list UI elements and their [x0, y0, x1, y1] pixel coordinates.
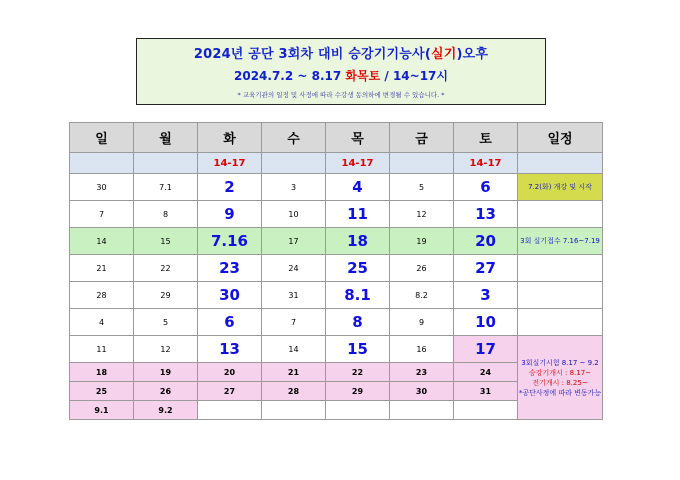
- class-day-cell-last: 17: [454, 336, 518, 363]
- schedule-note-start: 7.2(화) 개강 및 시작: [518, 174, 603, 201]
- day-cell: 10: [262, 201, 326, 228]
- day-cell: 19: [390, 228, 454, 255]
- schedule-empty: [518, 201, 603, 228]
- day-cell: 9: [390, 309, 454, 336]
- time-fri: [390, 153, 454, 174]
- day-cell: 24: [262, 255, 326, 282]
- empty-cell: [198, 401, 262, 420]
- class-day-cell: 6: [198, 309, 262, 336]
- day-cell: 12: [134, 336, 198, 363]
- class-day-cell: 7.16: [198, 228, 262, 255]
- day-cell: 22: [134, 255, 198, 282]
- exam-day-cell: 30: [390, 382, 454, 401]
- class-day-cell: 6: [454, 174, 518, 201]
- week-row: [70, 201, 603, 228]
- class-day-cell: 20: [454, 228, 518, 255]
- class-day-cell: 10: [454, 309, 518, 336]
- day-cell: 17: [262, 228, 326, 255]
- schedule-empty: [518, 309, 603, 336]
- exam-electric: 전기개시 : 8.25~: [532, 378, 588, 387]
- class-day-cell: 27: [454, 255, 518, 282]
- week-row: [70, 255, 603, 282]
- exam-day-cell: 9.2: [134, 401, 198, 420]
- exam-day-cell: 29: [326, 382, 390, 401]
- schedule-note-exam: [518, 336, 603, 420]
- time-sun: [70, 153, 134, 174]
- schedule-note-registration: 3회 실기접수 7.16~7.19: [518, 228, 603, 255]
- class-day-cell: 23: [198, 255, 262, 282]
- time-mon: [134, 153, 198, 174]
- class-day-cell: 9: [198, 201, 262, 228]
- week-row: [70, 228, 603, 255]
- subtitle-hours: / 14~17시: [380, 69, 448, 83]
- header-mon: 월: [134, 123, 198, 153]
- day-cell: 15: [134, 228, 198, 255]
- class-day-cell: 2: [198, 174, 262, 201]
- title-highlight: 실기: [430, 47, 457, 62]
- title-box: [136, 38, 546, 105]
- day-cell: 5: [390, 174, 454, 201]
- class-day-cell: 13: [198, 336, 262, 363]
- header-thu: 목: [326, 123, 390, 153]
- exam-day-cell: 28: [262, 382, 326, 401]
- header-schedule: 일정: [518, 123, 603, 153]
- exam-day-cell: 19: [134, 363, 198, 382]
- class-day-cell: 11: [326, 201, 390, 228]
- subtitle-dates: 2024.7.2 ~ 8.17: [234, 69, 346, 83]
- week-row: [70, 282, 603, 309]
- class-day-cell: 30: [198, 282, 262, 309]
- day-cell: 3: [262, 174, 326, 201]
- time-tue: 14-17: [198, 153, 262, 174]
- day-cell: 11: [70, 336, 134, 363]
- exam-day-cell: 26: [134, 382, 198, 401]
- day-cell: 5: [134, 309, 198, 336]
- subtitle-days: 화목토: [345, 69, 381, 83]
- exam-day-cell: 24: [454, 363, 518, 382]
- exam-day-cell: 21: [262, 363, 326, 382]
- exam-day-cell: 18: [70, 363, 134, 382]
- empty-cell: [454, 401, 518, 420]
- header-wed: 수: [262, 123, 326, 153]
- day-cell: 14: [262, 336, 326, 363]
- empty-cell: [262, 401, 326, 420]
- day-cell: 16: [390, 336, 454, 363]
- exam-day-cell: 9.1: [70, 401, 134, 420]
- exam-period: 3회실기시험 8.17 ~ 9.2: [521, 358, 599, 367]
- day-cell: 21: [70, 255, 134, 282]
- schedule-empty: [518, 282, 603, 309]
- class-day-cell: 4: [326, 174, 390, 201]
- exam-day-cell: 27: [198, 382, 262, 401]
- calendar-table: [69, 122, 603, 420]
- exam-day-cell: 23: [390, 363, 454, 382]
- exam-elevator: 승강기개시 : 8.17~: [528, 368, 592, 377]
- week-row: [70, 336, 603, 363]
- time-wed: [262, 153, 326, 174]
- day-cell: 8: [134, 201, 198, 228]
- notice-text: * 교육기관의 일정 및 사정에 따라 수강생 동의하에 변경될 수 있습니다. *: [237, 91, 445, 99]
- day-cell: 31: [262, 282, 326, 309]
- title-text: 2024년 공단 3회차 대비 승강기기능사(: [193, 47, 431, 62]
- time-thu: 14-17: [326, 153, 390, 174]
- header-fri: 금: [390, 123, 454, 153]
- header-tue: 화: [198, 123, 262, 153]
- day-cell: 26: [390, 255, 454, 282]
- time-schedule: [518, 153, 603, 174]
- day-cell: 28: [70, 282, 134, 309]
- week-row: [70, 309, 603, 336]
- day-cell: 30: [70, 174, 134, 201]
- time-sat: 14-17: [454, 153, 518, 174]
- day-cell: 14: [70, 228, 134, 255]
- day-cell: 29: [134, 282, 198, 309]
- class-day-cell: 3: [454, 282, 518, 309]
- weekday-header-row: [70, 123, 603, 153]
- exam-day-cell: 31: [454, 382, 518, 401]
- day-cell: 12: [390, 201, 454, 228]
- day-cell: 4: [70, 309, 134, 336]
- header-sun: 일: [70, 123, 134, 153]
- schedule-empty: [518, 255, 603, 282]
- week-row: [70, 174, 603, 201]
- title: [137, 43, 545, 62]
- class-day-cell: 13: [454, 201, 518, 228]
- class-day-cell: 18: [326, 228, 390, 255]
- subtitle: [137, 67, 545, 84]
- class-day-cell: 8: [326, 309, 390, 336]
- class-day-cell: 15: [326, 336, 390, 363]
- exam-disclaimer: *공단사정에 따라 변동가능: [518, 388, 602, 397]
- class-day-cell: 25: [326, 255, 390, 282]
- empty-cell: [390, 401, 454, 420]
- exam-day-cell: 25: [70, 382, 134, 401]
- exam-day-cell: 20: [198, 363, 262, 382]
- day-cell: 7: [262, 309, 326, 336]
- header-sat: 토: [454, 123, 518, 153]
- day-cell: 7: [70, 201, 134, 228]
- day-cell: 7.1: [134, 174, 198, 201]
- empty-cell: [326, 401, 390, 420]
- exam-day-cell: 22: [326, 363, 390, 382]
- day-cell: 8.2: [390, 282, 454, 309]
- class-day-cell: 8.1: [326, 282, 390, 309]
- class-times-row: [70, 153, 603, 174]
- title-text-end: )오후: [456, 47, 489, 62]
